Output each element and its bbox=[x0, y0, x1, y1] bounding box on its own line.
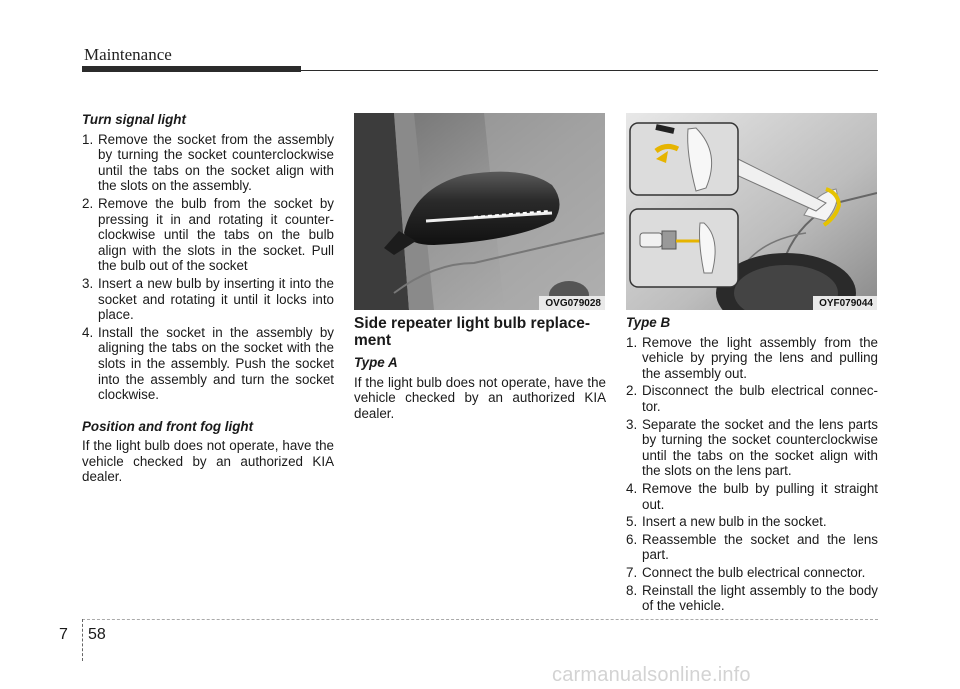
list-item bbox=[82, 132, 334, 194]
list-item bbox=[82, 276, 334, 323]
list-item bbox=[626, 565, 878, 581]
column-middle bbox=[354, 315, 606, 421]
fog-light-text: If the light bulb does not operate, have the vehicle checked by an authorized KIA dealer. bbox=[82, 438, 334, 485]
list-item bbox=[626, 417, 878, 479]
step-text: Remove the bulb from the socket by pressing it in and rotating it counter-clockwise until the tabs on the bulb align with the slots in the socket. Pull the bulb out of the socket bbox=[98, 195, 334, 274]
step-number: 3. bbox=[82, 275, 94, 291]
step-number: 2. bbox=[626, 383, 638, 399]
step-number: 7. bbox=[626, 564, 638, 580]
type-a-label: Type A bbox=[354, 355, 398, 370]
side-repeater-heading: Side repeater light bulb replace-ment bbox=[354, 315, 591, 349]
column-left bbox=[82, 112, 334, 485]
type-a-text: If the light bulb does not operate, have the vehicle checked by an authorized KIA dealer. bbox=[354, 374, 606, 421]
column-right bbox=[626, 315, 878, 616]
figure-code: OVG079028 bbox=[539, 296, 605, 310]
step-number: 4. bbox=[626, 480, 638, 496]
step-text: Disconnect the bulb electrical connec-tor. bbox=[642, 383, 878, 414]
page-number-divider bbox=[82, 619, 83, 661]
list-item bbox=[626, 335, 878, 382]
step-number: 3. bbox=[626, 416, 638, 432]
list-item bbox=[626, 583, 878, 614]
page-header-title: Maintenance bbox=[84, 45, 172, 64]
footer-rule bbox=[82, 619, 878, 620]
step-text: Insert a new bulb in the socket. bbox=[642, 514, 827, 530]
type-b-label: Type B bbox=[626, 315, 671, 330]
step-number: 2. bbox=[82, 195, 94, 211]
side-mirror-illustration bbox=[354, 113, 605, 310]
header-accent-bar bbox=[82, 66, 301, 72]
fog-light-heading: Position and front fog light bbox=[82, 418, 254, 434]
section-number: 7 bbox=[59, 626, 68, 643]
turn-signal-heading: Turn signal light bbox=[82, 112, 186, 127]
step-text: Separate the socket and the lens parts by turning the socket counterclockwise until the tabs on the socket align with the slots on the lens part. bbox=[642, 416, 878, 479]
step-number: 1. bbox=[626, 334, 638, 350]
page-number: 58 bbox=[88, 626, 106, 643]
step-text: Insert a new bulb by inserting it into the socket and rotating it until it locks into place. bbox=[98, 275, 334, 323]
list-item bbox=[626, 481, 878, 512]
watermark: carmanualsonline.info bbox=[552, 664, 751, 686]
step-number: 5. bbox=[626, 514, 638, 530]
step-text: Remove the bulb by pulling it straight out. bbox=[642, 480, 878, 512]
list-item bbox=[626, 532, 878, 563]
step-number: 4. bbox=[82, 324, 94, 340]
side-repeater-figure bbox=[626, 113, 877, 310]
figure-code: OYF079044 bbox=[813, 296, 877, 310]
step-text: Remove the light assembly from the vehicle by prying the lens and pulling the assembly out. bbox=[642, 334, 878, 381]
step-text: Connect the bulb electrical connector. bbox=[642, 564, 866, 580]
step-number: 8. bbox=[626, 582, 638, 598]
step-number: 1. bbox=[82, 131, 94, 147]
step-text: Install the socket in the assembly by aligning the tabs on the socket with the slots in the assembly. Push the socket into the assembly and turn the socket clockwise. bbox=[98, 324, 334, 403]
list-item bbox=[82, 196, 334, 274]
list-item bbox=[626, 383, 878, 414]
side-repeater-illustration bbox=[626, 113, 877, 310]
list-item bbox=[82, 325, 334, 403]
list-item bbox=[626, 514, 878, 530]
step-text: Reassemble the socket and the lens part. bbox=[642, 531, 878, 563]
side-mirror-figure bbox=[354, 113, 605, 310]
turn-signal-steps bbox=[82, 132, 334, 403]
type-b-steps bbox=[626, 335, 878, 614]
header-rule bbox=[301, 70, 878, 71]
step-text: Reinstall the light assembly to the body of the vehicle. bbox=[642, 582, 878, 614]
step-number: 6. bbox=[626, 531, 638, 547]
step-text: Remove the socket from the assembly by turning the socket counterclockwise until the tabs on the socket align with the slots on the assembly. bbox=[98, 131, 334, 194]
